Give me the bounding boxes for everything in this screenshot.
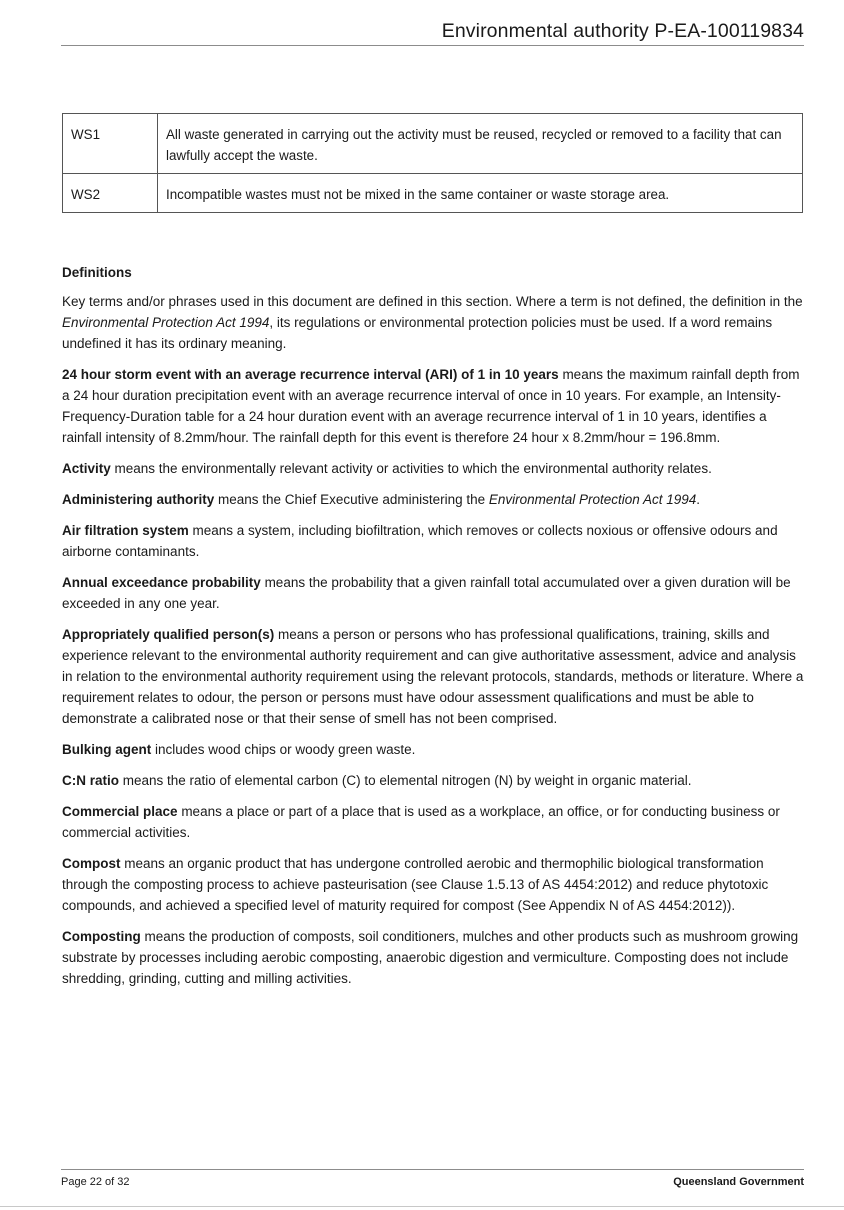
definition-term: 24 hour storm event with an average recurrence interval (ARI) of 1 in 10 years <box>62 367 559 382</box>
definition-text: . <box>696 492 701 507</box>
definition-term: Activity <box>62 461 111 476</box>
act-title: Environmental Protection Act 1994 <box>488 492 697 507</box>
table-row <box>63 174 803 213</box>
definition-text: means the ratio of elemental carbon (C) to elemental nitrogen (N) by weight in organic material. <box>119 773 692 788</box>
definition-cn-ratio <box>62 770 807 791</box>
definition-term: C:N ratio <box>62 773 119 788</box>
definition-term: Commercial place <box>62 804 178 819</box>
definition-text: means the environmentally relevant activity or activities to which the environmental authority relates. <box>110 461 712 476</box>
organization-name: Queensland Government <box>673 1176 804 1188</box>
condition-code: WS1 <box>63 114 158 174</box>
document-title: Environmental authority P-EA-100119834 <box>441 20 804 42</box>
condition-text: All waste generated in carrying out the activity must be reused, recycled or removed to a facility that can lawfully accept the waste. <box>158 114 803 174</box>
definition-term: Composting <box>62 929 141 944</box>
page-header <box>61 20 804 46</box>
definition-bulking-agent <box>62 739 807 760</box>
definition-appropriately-qualified-persons <box>62 624 807 729</box>
definition-term: Administering authority <box>62 492 215 507</box>
definitions-list <box>62 364 807 989</box>
definition-text: means the maximum rainfall depth from a 24 hour duration precipitation event with an average recurrence interval of once in 10 years. For example, an Intensity-Frequency-Duration table for a 24 hour duration event with an average recurrence interval of 1 in 10 years, identifies a rainfall intensity of 8.2mm/hour. The rainfall depth for this event is therefore 24 hour x 8.2mm/hour = 196.8mm. <box>62 367 800 445</box>
page-footer <box>61 1169 804 1188</box>
condition-text: Incompatible wastes must not be mixed in the same container or waste storage area. <box>158 174 803 213</box>
definition-24-hour-storm-event <box>62 364 807 448</box>
section-heading: Definitions <box>62 265 132 280</box>
definition-activity <box>62 458 807 479</box>
definition-term: Compost <box>62 856 121 871</box>
definition-text: means a person or persons who has professional qualifications, training, skills and experience relevant to the environmental authority requirement and can give authoritative assessment, advice and analysis in relation to the environmental authority requirement using the relevant protocols, standards, methods or literature. Where a requirement relates to odour, the person or persons must have odour assessment qualifications and must be able to demonstrate a calibrated nose or that their sense of smell has not been comprised. <box>62 627 804 726</box>
definition-term: Annual exceedance probability <box>62 575 261 590</box>
definition-text: means the probability that a given rainfall total accumulated over a given duration will be exceeded in any one year. <box>62 575 791 611</box>
definitions-intro <box>62 291 807 354</box>
act-title: Environmental Protection Act 1994 <box>62 315 270 330</box>
definition-administering-authority <box>62 489 807 510</box>
condition-code: WS2 <box>63 174 158 213</box>
definition-compost <box>62 853 807 916</box>
definitions-section <box>62 262 807 999</box>
definition-text: Key terms and/or phrases used in this document are defined in this section. Where a term is not defined, the definition in the <box>62 294 803 309</box>
definition-air-filtration-system <box>62 520 807 562</box>
definition-term: Bulking agent <box>62 742 152 757</box>
definition-text: includes wood chips or woody green waste. <box>151 742 416 757</box>
page-number: Page 22 of 32 <box>61 1176 130 1188</box>
conditions-table <box>62 113 803 213</box>
definition-text: means the Chief Executive administering the <box>214 492 489 507</box>
definition-text: means the production of composts, soil conditioners, mulches and other products such as mushroom growing substrate by processes including aerobic composting, anaerobic digestion and vermiculture. Composting does not include shredding, grinding, cutting and milling activities. <box>62 929 799 986</box>
divider <box>0 1206 844 1207</box>
definition-text: , its regulations or environmental protection policies must be used. If a word remains undefined it has its ordinary meaning. <box>62 315 773 351</box>
definition-text: means a place or part of a place that is used as a workplace, an office, or for conducting business or commercial activities. <box>62 804 780 840</box>
definition-annual-exceedance-probability <box>62 572 807 614</box>
definition-text: means an organic product that has undergone controlled aerobic and thermophilic biological transformation through the composting process to achieve pasteurisation (see Clause 1.5.13 of AS 4454:2012) and reduce phytotoxic compounds, and achieved a specified level of maturity required for compost (See Appendix N of AS 4454:2012)). <box>62 856 769 913</box>
definition-commercial-place <box>62 801 807 843</box>
definition-term: Appropriately qualified person(s) <box>62 627 275 642</box>
definition-text: means a system, including biofiltration, which removes or collects noxious or offensive odours and airborne contaminants. <box>62 523 778 559</box>
definition-composting <box>62 926 807 989</box>
definition-term: Air filtration system <box>62 523 189 538</box>
table-row <box>63 114 803 174</box>
